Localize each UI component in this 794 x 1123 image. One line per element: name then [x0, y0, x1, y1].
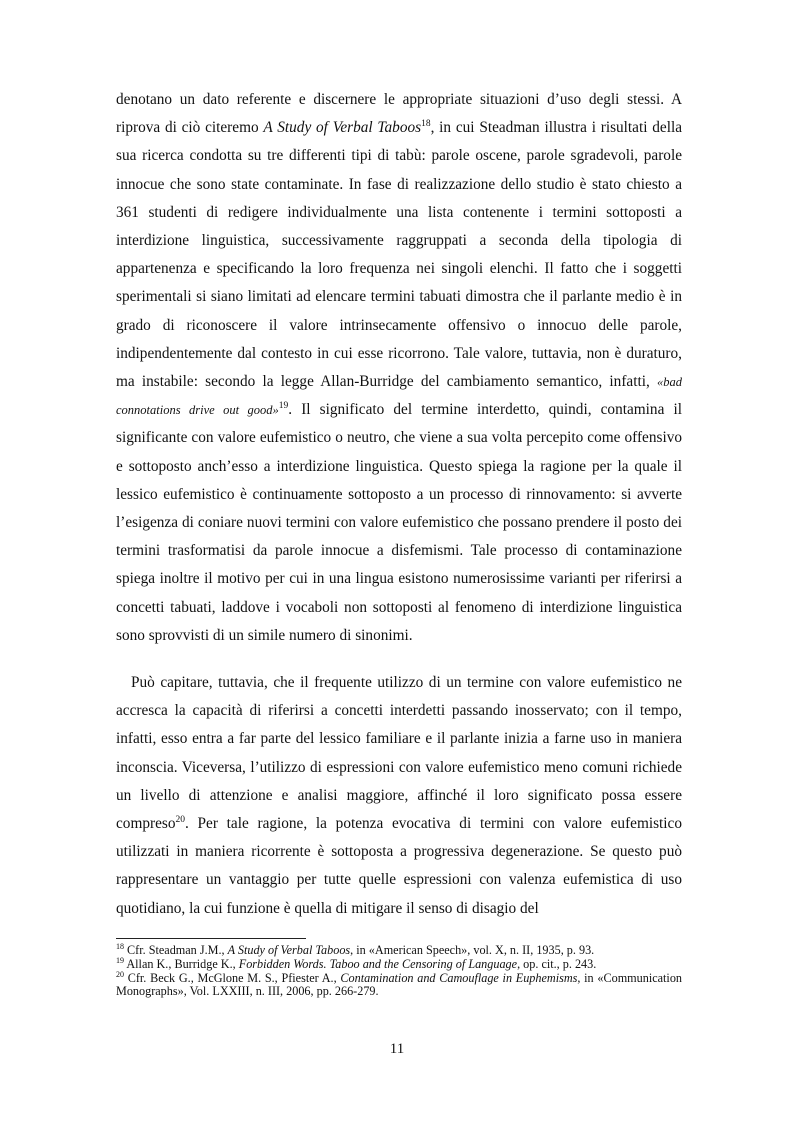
footnote-text: , in «Communication Monographs», Vol. LXXIII, n. III, 2006, pp. 266-279.	[116, 970, 683, 999]
footnote-title: A Study of Verbal Taboos	[227, 943, 351, 957]
book-title: A Study of Verbal Taboos	[263, 119, 422, 137]
footnote-text: Cfr. Steadman J.M.,	[124, 943, 228, 957]
footnote-title: Forbidden Words. Taboo and the Censoring of Language	[238, 956, 518, 971]
footnote-ref-19[interactable]: 19	[278, 401, 289, 412]
footnote-18	[116, 941, 682, 958]
paragraph-1-text-c: . Il significato del termine interdetto, quindi, contamina il significante con valore eufemistico o neutro, che viene a sua volta percepito come offensivo e sottoposto anch’esso a interdizione linguistica. Questo spiega la ragione per la quale il lessico eufemistico è continuamente sottoposto a un processo di rinnovamento: si avverte l’esigenza di coniare nuovi termini con valore eufemistico che possano prendere il posto dei termini trasformatisi da parole innocue a disfemismi. Tale processo di contaminazione spiega inoltre il motivo per cui in una lingua esistono numerosissime varianti per riferirsi a concetti tabuati, laddove i vocaboli non sottoposti al fenomeno di interdizione linguistica sono sprovvisti di un simile numero di sinonimi.	[116, 401, 682, 644]
footnote-ref-20[interactable]: 20	[175, 814, 185, 825]
paragraph-2-text-a: Può capitare, tuttavia, che il frequente utilizzo di un termine con valore eufemistico ne accresca la capacità di riferirsi a concetti interdetti passando inosservato; con il tempo, infatti, esso entra a far parte del lessico familiare e il parlante inizia a farne uso in maniera inconscia. Viceversa, l’utilizzo di espressioni con valore eufemistico meno comuni richiede un livello di attenzione e analisi maggiore, affinché il loro significato possa essere compreso	[116, 674, 682, 833]
footnote-20	[116, 969, 683, 1000]
footnote-number: 18	[116, 941, 124, 951]
body-text	[116, 86, 682, 923]
footnote-separator	[116, 938, 306, 939]
footnote-ref-18[interactable]: 18	[421, 119, 431, 130]
footnote-text: , op. cit., p. 243.	[517, 956, 597, 971]
footnote-title: Contamination and Camouflage in Euphemisms	[340, 970, 578, 985]
footnote-number: 20	[116, 969, 124, 979]
footnotes	[116, 941, 683, 999]
footnote-19	[116, 955, 682, 972]
paragraph-2	[116, 669, 682, 923]
footnote-text: Cfr. Beck G., McGlone M. S., Pfiester A.,	[124, 970, 341, 985]
paragraph-2-text-b: . Per tale ragione, la potenza evocativa di termini con valore eufemistico utilizzati in maniera ricorrente è sottoposta a progressiva degenerazione. Se questo può rappresentare un vantaggio per tutte quelle espressioni con valenza eufemistica di uso quotidiano, la cui funzione è quella di mitigare il senso di disagio del	[116, 815, 682, 917]
quotation: «bad connotations drive out good»	[116, 375, 682, 418]
page-number: 11	[389, 1041, 405, 1057]
paragraph-1-text-a: denotano un dato referente e discernere le appropriate situazioni d’uso degli stessi. A riprova di ciò citeremo	[116, 91, 682, 137]
footnote-number: 19	[116, 955, 124, 965]
paragraph-1	[116, 86, 682, 650]
footnote-text: Allan K., Burridge K.,	[124, 956, 239, 971]
paragraph-1-text-b: , in cui Steadman illustra i risultati della sua ricerca condotta su tre differenti tipi di tabù: parole oscene, parole sgradevoli, parole innocue che sono state contaminate. In fase di realizzazione dello studio è stato chiesto a 361 studenti di redigere individualmente una lista contenente i termini sottoposti a interdizione linguistica, successivamente raggruppati a seconda della tipologia di appartenenza e specificando la loro frequenza nei singoli elenchi. Il fatto che i soggetti sperimentali si siano limitati ad elencare termini tabuati dimostra che il parlante medio è in grado di riconoscere il valore intrinsecamente offensivo o innocuo delle parole, indipendentemente dal contesto in cui esse ricorrono. Tale valore, tuttavia, non è duraturo, ma instabile: secondo la legge Allan-Burridge del cambiamento semantico, infatti,	[116, 119, 682, 391]
footnote-text: , in «American Speech», vol. X, n. II, 1935, p. 93.	[350, 943, 595, 957]
